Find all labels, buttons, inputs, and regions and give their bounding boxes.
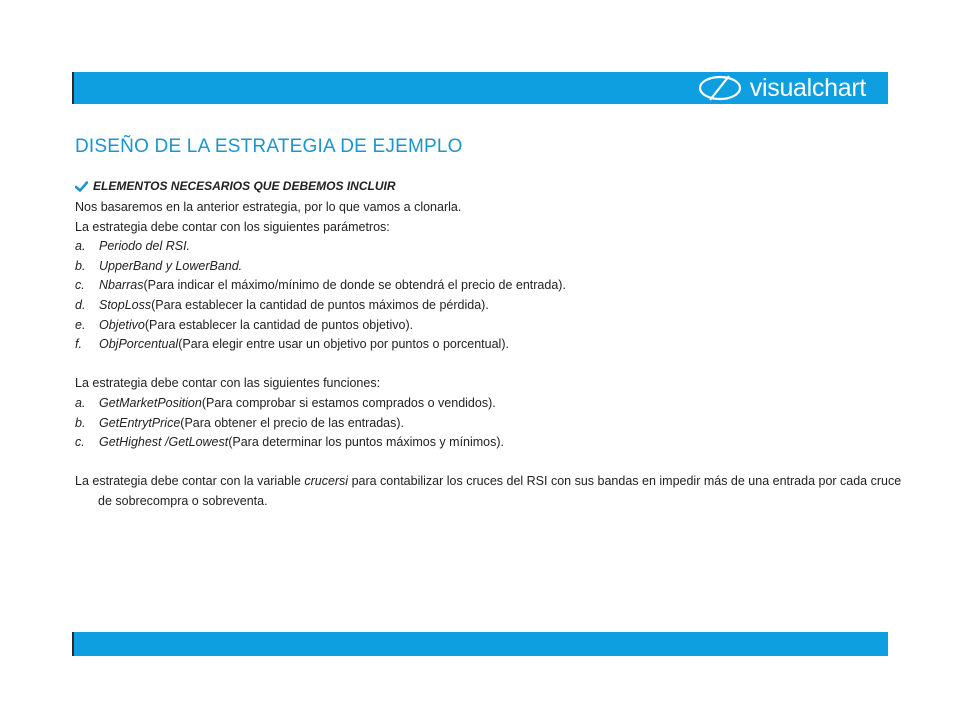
list-item <box>75 296 890 316</box>
param-desc: (Para elegir entre usar un objetivo por puntos o porcentual). <box>178 337 509 352</box>
param-name: Nbarras <box>99 278 144 293</box>
param-name: Objetivo <box>99 317 145 332</box>
header-bar <box>72 72 888 104</box>
func-desc: (Para comprobar si estamos comprados o vendidos). <box>201 395 496 410</box>
list-item <box>75 335 890 355</box>
param-desc: (Para indicar el máximo/mínimo de donde se obtendrá el precio de entrada). <box>143 278 566 293</box>
variable-name: crucersi <box>304 474 349 489</box>
param-name: Periodo del RSI. <box>99 239 191 254</box>
param-desc: (Para establecer la cantidad de puntos objetivo). <box>144 317 414 332</box>
funcs-heading: La estrategia debe contar con las siguientes funciones: <box>75 376 381 391</box>
func-name: GetMarketPosition <box>99 395 202 410</box>
list-item <box>75 414 890 434</box>
list-marker: f. <box>75 337 82 352</box>
list-marker: c. <box>75 435 85 450</box>
func-desc: (Para obtener el precio de las entradas). <box>180 415 405 430</box>
params-heading: La estrategia debe contar con los siguientes parámetros: <box>75 219 390 234</box>
header-bar-edge <box>72 72 74 104</box>
list-marker: e. <box>75 317 86 332</box>
check-icon <box>75 181 88 192</box>
param-name: ObjPorcentual <box>99 337 179 352</box>
param-name: StopLoss <box>99 297 152 312</box>
params-list <box>75 237 890 355</box>
func-name: GetHighest /GetLowest <box>99 435 229 450</box>
intro-text: Nos basaremos en la anterior estrategia, por lo que vamos a clonarla. <box>75 200 462 214</box>
list-item <box>75 433 890 453</box>
list-marker: a. <box>75 239 86 254</box>
list-item <box>75 276 890 296</box>
list-item <box>75 394 890 414</box>
list-marker: c. <box>75 278 85 293</box>
brand-logo <box>696 72 866 104</box>
section-subtitle-text: ELEMENTOS NECESARIOS QUE DEBEMOS INCLUIR <box>93 179 396 193</box>
footer-bar-edge <box>72 632 74 656</box>
param-desc: (Para establecer la cantidad de puntos máximos de pérdida). <box>151 297 489 312</box>
footer-bar <box>72 632 888 656</box>
list-marker: b. <box>75 258 86 273</box>
list-item <box>75 237 890 257</box>
visualchart-logo-icon <box>696 74 744 102</box>
func-desc: (Para determinar los puntos máximos y mínimos). <box>228 435 505 450</box>
param-name: UpperBand y LowerBand. <box>99 258 243 273</box>
spacer <box>75 453 890 473</box>
list-item <box>75 316 890 336</box>
list-marker: b. <box>75 415 86 430</box>
list-marker: a. <box>75 395 86 410</box>
closing-paragraph <box>75 472 910 511</box>
list-item <box>75 257 890 277</box>
slide-content <box>75 134 902 512</box>
brand-name: visualchart <box>749 74 866 102</box>
list-marker: d. <box>75 297 86 312</box>
section-subtitle <box>75 178 890 194</box>
slide-title: DISEÑO DE LA ESTRATEGIA DE EJEMPLO <box>75 136 463 157</box>
closing-text-after: para contabilizar los cruces del RSI con sus bandas en impedir más de una entrada por cada cruce de sobrecompra o sobreventa. <box>98 474 902 508</box>
funcs-list <box>75 394 890 453</box>
func-name: GetEntrytPrice <box>99 415 181 430</box>
closing-text-before: La estrategia debe contar con la variable <box>75 474 305 489</box>
spacer <box>75 355 890 375</box>
